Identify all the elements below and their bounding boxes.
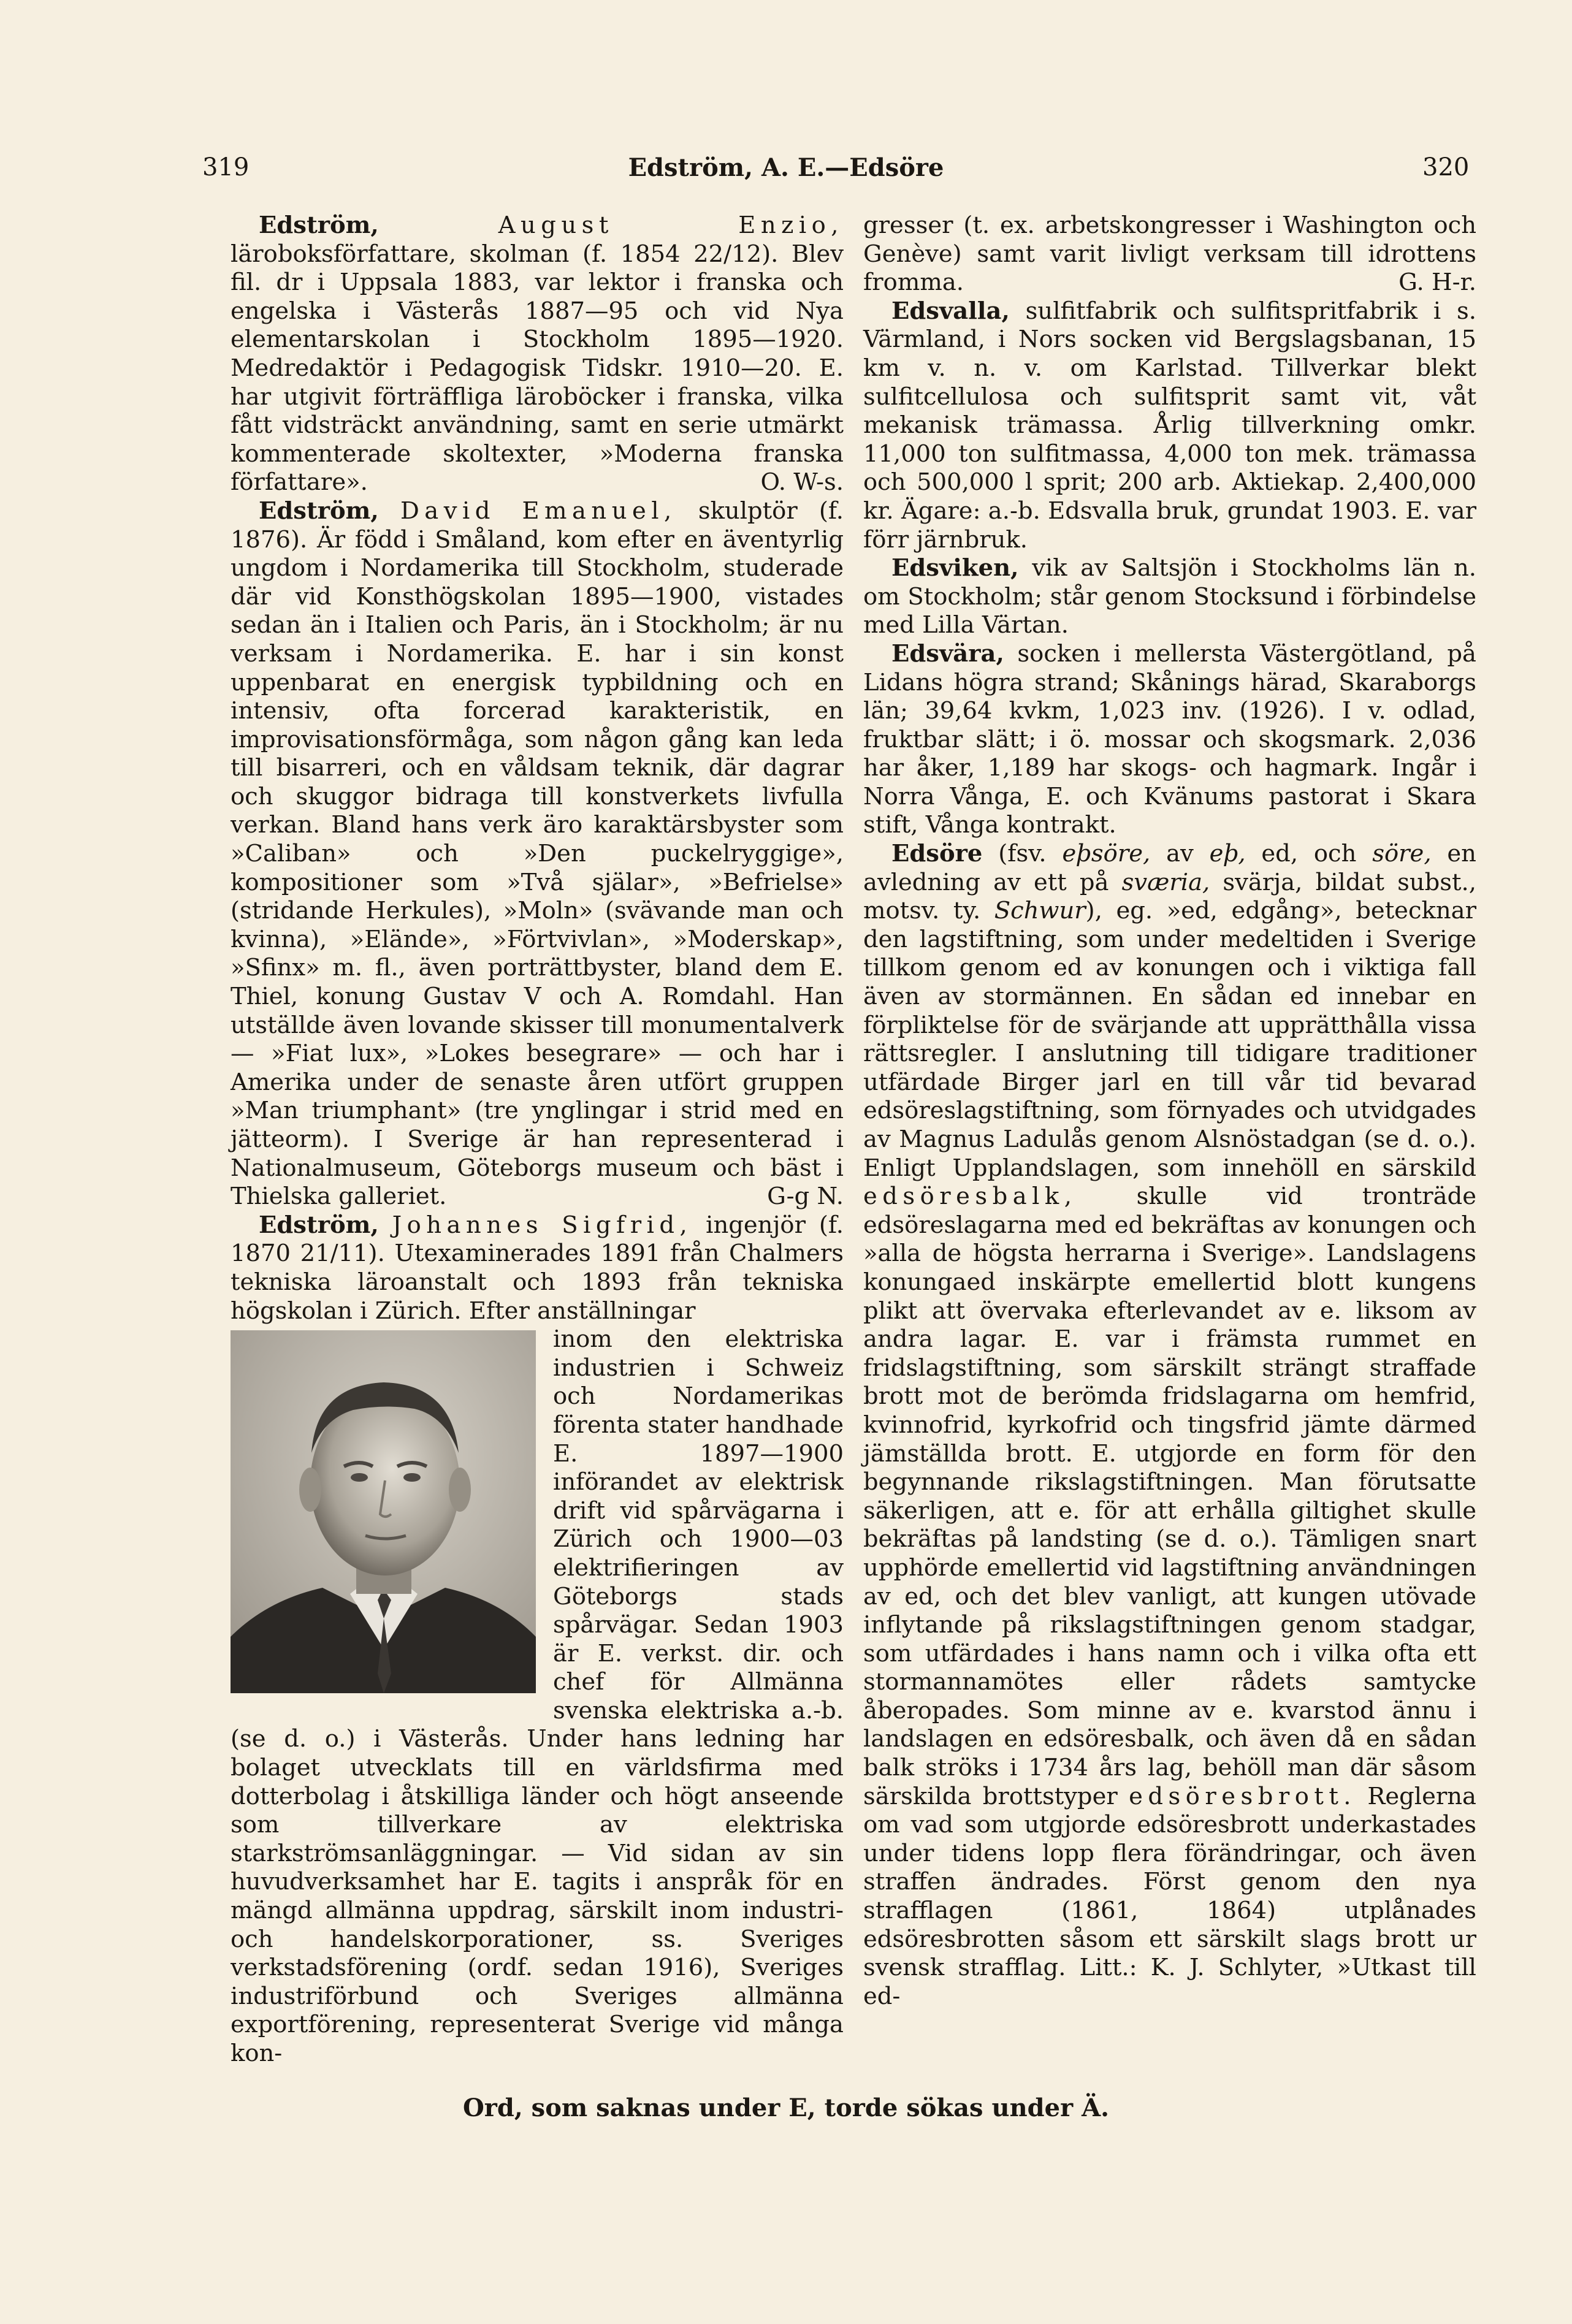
given-names: August Enzio, <box>498 211 844 239</box>
entry-text: ed, och <box>1245 840 1373 868</box>
entry-continuation <box>863 211 1476 297</box>
page-number-left: 319 <box>202 153 250 181</box>
right-column <box>863 211 1476 2011</box>
entry-text: av <box>1150 840 1210 868</box>
etymology-term: eþ, <box>1209 840 1246 868</box>
given-names: David Emanuel, <box>400 497 677 525</box>
etymology-term: söre, <box>1372 840 1432 868</box>
page-number-right: 320 <box>1422 153 1470 181</box>
entry-edstrom-johannes <box>231 1211 844 1325</box>
entry-edsvalla <box>863 297 1476 554</box>
entry-edstrom-david <box>231 497 844 1211</box>
headword: Edsviken, <box>891 554 1019 582</box>
spaced-term: edsöresbrott. <box>1129 1782 1356 1810</box>
headword: Edström, <box>259 211 379 239</box>
entry-text: Reglerna om vad som utgjorde edsöresbrott underkastades under tidens lopp flera förändringar, och även straffen ändrades. Först genom den nya strafflagen (1861, 1864) utplånades edsöresbrotten såsom ett särskilt slags brott ur svensk strafflag. Litt.: K. J. Schlyter, »Utkast till ed- <box>863 1782 1477 2010</box>
etymology-term: eþsöre, <box>1062 840 1151 868</box>
entry-edsviken <box>863 554 1476 640</box>
author-signature: O. W-s. <box>760 468 844 497</box>
author-signature: G-g N. <box>767 1183 844 1211</box>
entry-text: läroboksförfattare, skolman (f. 1854 22/12). Blev fil. dr i Uppsala 1883, var lektor i franska och engelska i Västerås 1887—95 och vid Nya elementarskolan i Stockholm 1895—1920. Medredaktör i Pedagogisk Tidskr. 1910—20. E. har utgivit förträffliga läroböcker i franska, vilka fått vidsträckt användning, samt en serie utmärkt kommenterade skoltexter, »Moderna franska författare». <box>231 240 844 497</box>
portrait-image <box>231 1330 536 1693</box>
left-column <box>231 211 844 2068</box>
entry-text: (fsv. <box>982 840 1063 868</box>
headword: Edsvära, <box>891 639 1004 668</box>
entry-edstrom-johannes-continued <box>231 1325 844 2068</box>
entry-text: skulle vid tronträde edsöreslagarna med ed bekräftas av konungen och »alla de högsta herrarna i Sverige». Landslagens konungaed inskärpte emellertid blott kungens plikt att övervaka efterlevandet av e. liksom av andra lagar. E. var i främsta rummet en fridslagstiftning, som särskilt strängt straffade brott mot de berömda fridslagarna om hemfrid, kvinnofrid, kyrkofrid och tingsfrid jämte därmed jämställda brott. E. utgjorde en form för den begynnande rikslagstiftningen. Man förutsatte säkerligen, att e. för att erhålla giltighet skulle bekräftas på landsting (se d. o.). Tämligen snart upphörde emellertid vid lagstiftning användningen av ed, och det blev vanligt, att kungen utövade inflytande på rikslagstiftningen genom stadgar, som utfärdades i hans namn och i vilka ofta ett stormannamötes eller rådets samtycke åberopades. Som minne av e. kvarstod ännu i landslagen en edsöresbalk, och även då en sådan balk ströks i 1734 års lag, behöll man där såsom särskilda brottstyper <box>863 1183 1476 1810</box>
entry-text: skulptör (f. 1876). Är född i Småland, kom efter en äventyrlig ungdom i Nordamerika till Stockholm, studerade där vid Konsthögskolan 1895—1900, vistades sedan än i Italien och Paris, än i Stockholm; är nu verksam i Nordamerika. E. har i sin konst uppenbarat en energisk typbildning och en intensiv, ofta forcerad karakteristik, en improvisationsförmåga, som någon gång kan leda till bisarreri, och en våldsam teknik, där dagrar och skuggor bidraga till konstverkets livfulla verkan. Bland hans verk äro karaktärsbyster som »Caliban» och »Den puckelryggige», kompositioner som »Två själar», »Befrielse» (stridande Herkules), »Moln» (svävande man och kvinna), »Elände», »Förtvivlan», »Moderskap», »Sfinx» m. fl., även porträttbyster, bland dem E. Thiel, konung Gustav V och A. Romdahl. Han utställde även lovande skisser till monumentalverk — »Fiat lux», »Lokes besegrare» — och har i Amerika under de senaste åren utfört gruppen »Man triumphant» (tre ynglingar i strid med en jätteorm). I Sverige är han representerad i Nationalmuseum, Göteborgs museum och bäst i Thielska galleriet. <box>231 497 844 1211</box>
portrait-photo <box>231 1330 536 1693</box>
entry-text: svärja, bildat subst., motsv. ty. <box>863 868 1476 925</box>
author-signature: G. H-r. <box>1398 269 1476 297</box>
headword: Edström, <box>259 497 379 525</box>
spaced-term: edsöresbalk, <box>863 1183 1077 1211</box>
entry-text: ), eg. »ed, edgång», betecknar den lagstiftning, som under medeltiden i Sverige tillkom genom ed av konungen och i viktiga fall även av stormännen. En sådan ed innebar en förpliktelse för de svärjande att upprätthålla vissa rättsregler. I anslutning till tidigare traditioner utfärdade Birger jarl en till vår tid bevarad edsöreslagstiftning, som förnyades och utvidgades av Magnus Ladulås genom Alsnöstadgan (se d. o.). Enligt Upplandslagen, som innehöll en särskild <box>863 897 1476 1182</box>
entry-edsore <box>863 840 1476 2011</box>
given-names: Johannes Sigfrid, <box>392 1211 693 1239</box>
entry-text: ingenjör (f. 1870 21/11). Utexaminerades 1891 från Chalmers tekniska läroanstalt och 1893 från tekniska högskolan i Zürich. Efter anställningar <box>231 1211 844 1325</box>
entry-text: sulfitfabrik och sulfitspritfabrik i s. Värmland, i Nors socken vid Bergslagsbanan, 15 km v. n. v. om Karlstad. Tillverkar blekt sulfitcellulosa och sulfitsprit samt vit, våt mekanisk trämassa. Årlig tillverkning omkr. 11,000 ton sulfitmassa, 4,000 ton mek. trämassa och 500,000 l sprit; 200 arb. Aktiekap. 2,400,000 kr. Ägare: a.-b. Edsvalla bruk, grundat 1903. E. var förr järnbruk. <box>863 297 1476 554</box>
entry-edsvara <box>863 640 1476 840</box>
etymology-term: Schwur <box>994 897 1086 925</box>
entry-text: en avledning av ett på <box>863 840 1476 896</box>
footer-note: Ord, som saknas under E, torde sökas under Ä. <box>462 2094 1110 2122</box>
etymology-term: sværia, <box>1121 868 1210 896</box>
entry-text: gresser (t. ex. arbetskongresser i Washington och Genève) samt varit livligt verksam till idrottens fromma. <box>863 211 1476 297</box>
headword: Edsöre <box>891 840 983 868</box>
entry-text: vik av Saltsjön i Stockholms län n. om Stockholm; står genom Stocksund i förbindelse med Lilla Värtan. <box>863 554 1476 639</box>
running-head: Edström, A. E.—Edsöre <box>628 153 944 182</box>
headword: Edström, <box>259 1211 379 1239</box>
entry-edstrom-august <box>231 211 844 497</box>
headword: Edsvalla, <box>891 297 1010 325</box>
entry-text: socken i mellersta Västergötland, på Lidans högra strand; Skånings härad, Skaraborgs län; 39,64 kvkm, 1,023 inv. (1926). I v. odlad, fruktbar slätt; i ö. mossar och skogsmark. 2,036 har åker, 1,189 har skogs- och hagmark. Ingår i Norra Vånga, E. och Kvänums pastorat i Skara stift, Vånga kontrakt. <box>863 639 1476 839</box>
entry-text: inom den elektriska industrien i Schweiz och Nordamerikas förenta stater handhade E. 1897—1900 införandet av elektrisk drift vid spårvägarna i Zürich och 1900—03 elektrifieringen av Göteborgs stads spårvägar. Sedan 1903 är E. verkst. dir. och chef för Allmänna svenska elektriska a.-b. (se d. o.) i Västerås. Under hans ledning har bolaget utvecklats till en världsfirma med dotterbolag i åtskilliga länder och högt anseende som tillverkare av elektriska starkströmsanläggningar. — Vid sidan av sin huvudverksamhet har E. tagits i anspråk för en mängd allmänna uppdrag, särskilt inom industri- och handelskorporationer, ss. Sveriges verkstadsförening (ordf. sedan 1916), Sveriges industriförbund och Sveriges allmänna exportförening, representerat Sverige vid många kon- <box>231 1325 844 2067</box>
